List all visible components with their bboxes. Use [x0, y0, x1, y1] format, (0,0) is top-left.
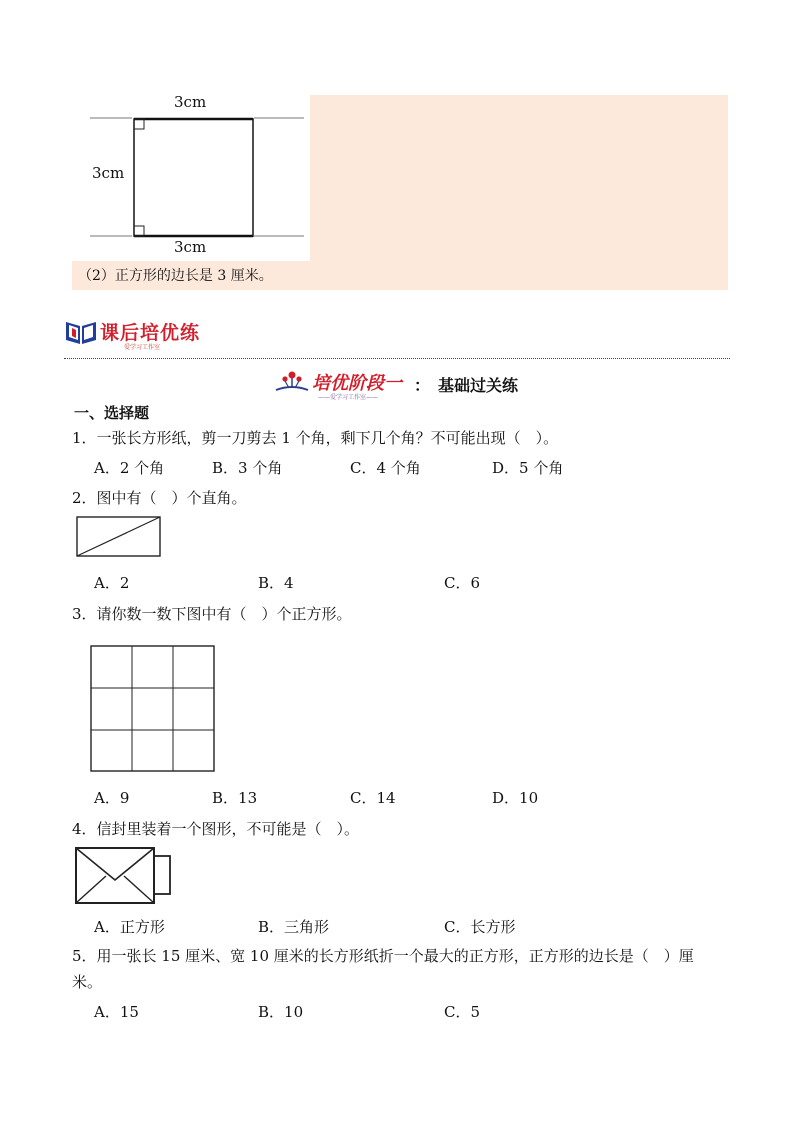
stage-subtitle: 基础过关练	[438, 376, 519, 395]
book-logo-icon	[64, 318, 98, 346]
q4-option-b[interactable]: B．三角形	[258, 918, 330, 936]
q3-option-c[interactable]: C．14	[350, 789, 396, 807]
banner-title: 课后培优练	[100, 322, 201, 344]
q1-option-c[interactable]: C．4 个角	[350, 459, 421, 477]
diagram-bottom-label: 3cm	[174, 238, 207, 256]
section-title: 一、选择题	[74, 404, 150, 422]
question-4-text: 4．信封里装着一个图形，不可能是（ ）。	[72, 820, 360, 838]
q3-option-b[interactable]: B．13	[212, 789, 258, 807]
q4-option-c[interactable]: C．长方形	[444, 918, 516, 936]
q3-option-d[interactable]: D．10	[492, 789, 539, 807]
q5-option-a[interactable]: A．15	[94, 1003, 139, 1021]
solution-answer-panel	[310, 95, 728, 261]
q1-option-a[interactable]: A．2 个角	[94, 459, 165, 477]
question-5-text-line1: 5．用一张长 15 厘米、宽 10 厘米的长方形纸折一个最大的正方形，正方形的边长是（ ）厘	[72, 947, 694, 965]
q2-option-c[interactable]: C．6	[444, 574, 481, 592]
diagram-left-label: 3cm	[92, 164, 125, 182]
envelope-figure	[74, 846, 174, 906]
stage-title: 培优阶段一	[312, 373, 402, 394]
stage-colon: ：	[414, 376, 431, 395]
q2-option-a[interactable]: A．2	[94, 574, 130, 592]
q5-option-c[interactable]: C．5	[444, 1003, 481, 1021]
stage-tagline: ——爱学习工作室——	[318, 394, 379, 401]
grid-3x3-figure	[90, 645, 216, 773]
diagram-top-label: 3cm	[174, 93, 207, 111]
solution-answer-text: （2）正方形的边长是 3 厘米。	[78, 268, 273, 284]
question-2-text: 2．图中有（ ）个直角。	[72, 489, 247, 507]
question-3-text: 3．请你数一数下图中有（ ）个正方形。	[72, 605, 352, 623]
question-5-text-line2: 米。	[72, 973, 103, 991]
banner-divider	[64, 358, 730, 359]
q5-option-b[interactable]: B．10	[258, 1003, 304, 1021]
q4-option-a[interactable]: A．正方形	[94, 918, 165, 936]
q1-option-d[interactable]: D．5 个角	[492, 459, 564, 477]
flower-book-icon	[272, 368, 312, 398]
q3-option-a[interactable]: A．9	[94, 789, 130, 807]
q1-option-b[interactable]: B．3 个角	[212, 459, 283, 477]
question-1-text: 1．一张长方形纸，剪一刀剪去 1 个角，剩下几个角？不可能出现（ ）。	[72, 429, 559, 447]
banner-subtitle: 爱学习工作室	[124, 344, 161, 351]
rectangle-diagonal-figure	[76, 516, 162, 558]
q2-option-b[interactable]: B．4	[258, 574, 294, 592]
